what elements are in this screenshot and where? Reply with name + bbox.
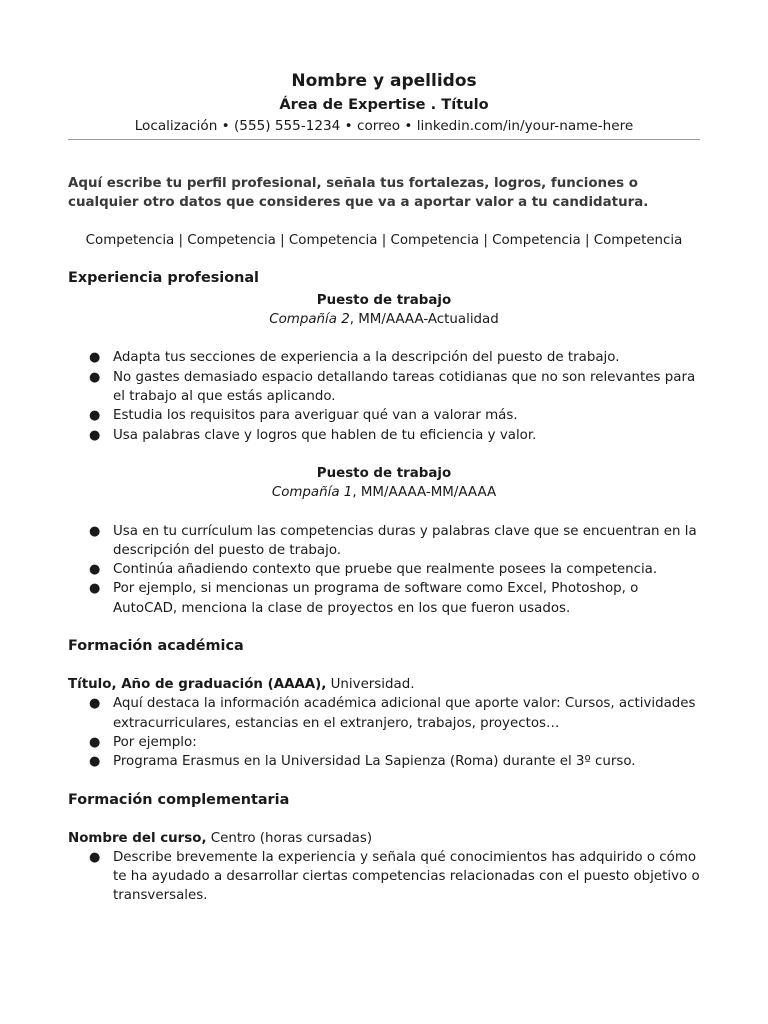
list-item-text: Describe brevemente la experiencia y señala qué conocimientos has adquirido o cómo te ha ayudado a desarrollar ciertas competencias relacionadas con el puesto objetivo o transversales. xyxy=(113,849,700,904)
company-name: Compañía 1 xyxy=(271,485,353,501)
list-item-text: Programa Erasmus en la Universidad La Sapienza (Roma) durante el 3º curso. xyxy=(113,754,636,770)
expertise-title: Área de Expertise . Título xyxy=(279,96,489,113)
header-divider xyxy=(68,139,700,140)
list-item-text: Por ejemplo: xyxy=(113,734,197,750)
job-entry xyxy=(68,291,700,445)
list-item xyxy=(68,522,700,561)
company-name: Compañía 2 xyxy=(269,312,350,328)
degree-title: Título, Año de graduación (AAAA), xyxy=(68,677,327,693)
job-dates: , MM/AAAA-Actualidad xyxy=(349,312,499,328)
list-item xyxy=(68,579,700,618)
bullet-icon: ● xyxy=(89,427,101,443)
job-title: Puesto de trabajo xyxy=(316,292,452,308)
bullet-icon: ● xyxy=(89,849,101,865)
course-line xyxy=(68,829,700,848)
bullet-icon: ● xyxy=(89,408,101,424)
list-item xyxy=(68,694,700,733)
job-meta xyxy=(68,483,700,502)
list-item xyxy=(68,752,700,771)
degree-line xyxy=(68,675,700,694)
job-bullets xyxy=(68,522,700,618)
resume-page xyxy=(68,68,700,906)
job-entry xyxy=(68,464,700,618)
training-bullets xyxy=(68,848,700,906)
bullet-icon: ● xyxy=(89,734,101,750)
bullet-icon: ● xyxy=(89,369,101,385)
education-heading: Formación académica xyxy=(68,638,244,655)
university-name: Universidad. xyxy=(326,677,415,693)
skills-line: Competencia | Competencia | Competencia | Competencia | Competencia | Competencia xyxy=(85,232,683,248)
course-name: Nombre del curso, xyxy=(68,830,207,846)
list-item xyxy=(68,848,700,906)
list-item-text: Adapta tus secciones de experiencia a la descripción del puesto de trabajo. xyxy=(113,350,620,366)
list-item-text: Usa palabras clave y logros que hablen de tu eficiencia y valor. xyxy=(113,427,537,443)
bullet-icon: ● xyxy=(89,350,101,366)
course-center: Centro (horas cursadas) xyxy=(206,830,373,846)
list-item xyxy=(68,560,700,579)
list-item-text: Continúa añadiendo contexto que pruebe que realmente posees la competencia. xyxy=(113,562,658,578)
bullet-icon: ● xyxy=(89,696,101,712)
job-title: Puesto de trabajo xyxy=(316,465,452,481)
list-item xyxy=(68,733,700,752)
profile-summary: Aquí escribe tu perfil profesional, señala tus fortalezas, logros, funciones o cualquier otro datos que consideres que va a aportar valor a tu candidatura. xyxy=(68,176,649,211)
list-item xyxy=(68,368,700,407)
list-item-text: Aquí destaca la información académica adicional que aporte valor: Cursos, actividades extracurriculares, estancias en el extranjero, trabajos, proyectos… xyxy=(113,696,696,731)
candidate-name: Nombre y apellidos xyxy=(291,71,477,91)
bullet-icon: ● xyxy=(89,754,101,770)
list-item-text: Estudia los requisitos para averiguar qué van a valorar más. xyxy=(113,408,518,424)
job-dates: , MM/AAAA-MM/AAAA xyxy=(352,485,497,501)
list-item-text: Por ejemplo, si mencionas un programa de software como Excel, Photoshop, o AutoCAD, menciona la clase de proyectos en los que fueron usados. xyxy=(113,581,639,616)
experience-heading: Experiencia profesional xyxy=(68,269,259,286)
training-heading: Formación complementaria xyxy=(68,791,290,808)
list-item xyxy=(68,426,700,445)
education-bullets xyxy=(68,694,700,771)
bullet-icon: ● xyxy=(89,562,101,578)
bullet-icon: ● xyxy=(89,523,101,539)
list-item xyxy=(68,348,700,367)
list-item-text: No gastes demasiado espacio detallando tareas cotidianas que no son relevantes para el trabajo al que estás aplicando. xyxy=(113,369,696,405)
list-item xyxy=(68,406,700,425)
job-bullets xyxy=(68,348,700,444)
contact-line: Localización • (555) 555-1234 • correo • linkedin.com/in/your-name-here xyxy=(134,118,634,134)
job-meta xyxy=(68,310,700,329)
bullet-icon: ● xyxy=(89,581,101,597)
list-item-text: Usa en tu currículum las competencias duras y palabras clave que se encuentran en la descripción del puesto de trabajo. xyxy=(113,523,697,558)
